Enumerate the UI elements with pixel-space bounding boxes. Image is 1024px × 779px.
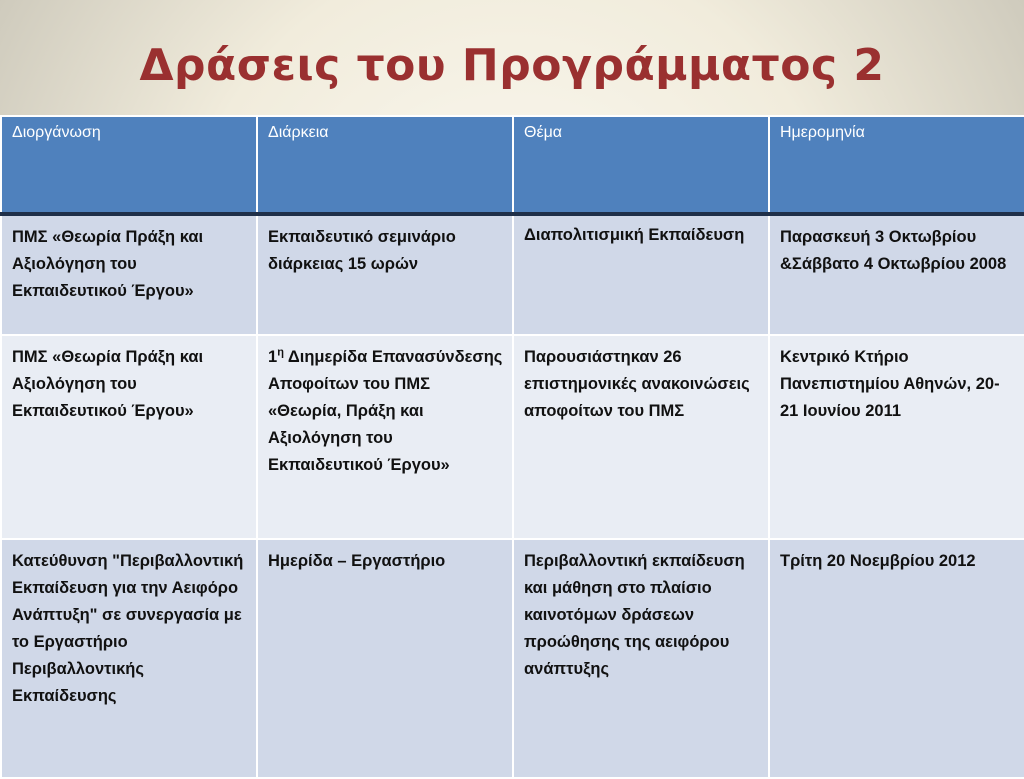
table-row	[1, 539, 1024, 778]
cell-duration	[257, 335, 513, 539]
cell-theme: Περιβαλλοντική εκπαίδευση και μάθηση στο πλαίσιο καινοτόμων δράσεων προώθησης της αειφόρου ανάπτυξης	[513, 539, 769, 778]
cell-date: Κεντρικό Κτήριο Πανεπιστημίου Αθηνών, 20-21 Ιουνίου 2011	[769, 335, 1024, 539]
cell-date: Παρασκευή 3 Οκτωβρίου &Σάββατο 4 Οκτωβρίου 2008	[769, 214, 1024, 335]
duration-text: Διημερίδα Επανασύνδεσης Αποφοίτων του ΠΜΣ «Θεωρία, Πράξη και Αξιολόγηση του Εκπαιδευτικού Έργου»	[268, 348, 503, 474]
slide-title: Δράσεις του Προγράμματος 2	[139, 40, 885, 91]
cell-duration: Ημερίδα – Εργαστήριο	[257, 539, 513, 778]
header-date: Ημερομηνία	[769, 116, 1024, 214]
header-organizer: Διοργάνωση	[1, 116, 257, 214]
header-theme: Θέμα	[513, 116, 769, 214]
header-duration: Διάρκεια	[257, 116, 513, 214]
table-header-row	[1, 116, 1024, 214]
table-row	[1, 335, 1024, 539]
duration-ordinal: η	[277, 346, 284, 359]
cell-theme: Διαπολιτισμική Εκπαίδευση	[513, 214, 769, 335]
cell-organizer: Κατεύθυνση "Περιβαλλοντική Εκπαίδευση για την Αειφόρο Ανάπτυξη" σε συνεργασία με το Εργαστήριο Περιβαλλοντικής Εκπαίδευσης	[1, 539, 257, 778]
cell-date: Τρίτη 20 Νοεμβρίου 2012	[769, 539, 1024, 778]
actions-table	[0, 115, 1024, 779]
cell-organizer: ΠΜΣ «Θεωρία Πράξη και Αξιολόγηση του Εκπαιδευτικού Έργου»	[1, 214, 257, 335]
cell-duration: Εκπαιδευτικό σεμινάριο διάρκειας 15 ωρών	[257, 214, 513, 335]
table-row	[1, 214, 1024, 335]
duration-number: 1	[268, 348, 278, 366]
cell-organizer: ΠΜΣ «Θεωρία Πράξη και Αξιολόγηση του Εκπαιδευτικού Έργου»	[1, 335, 257, 539]
cell-theme: Παρουσιάστηκαν 26 επιστημονικές ανακοινώσεις αποφοίτων του ΠΜΣ	[513, 335, 769, 539]
